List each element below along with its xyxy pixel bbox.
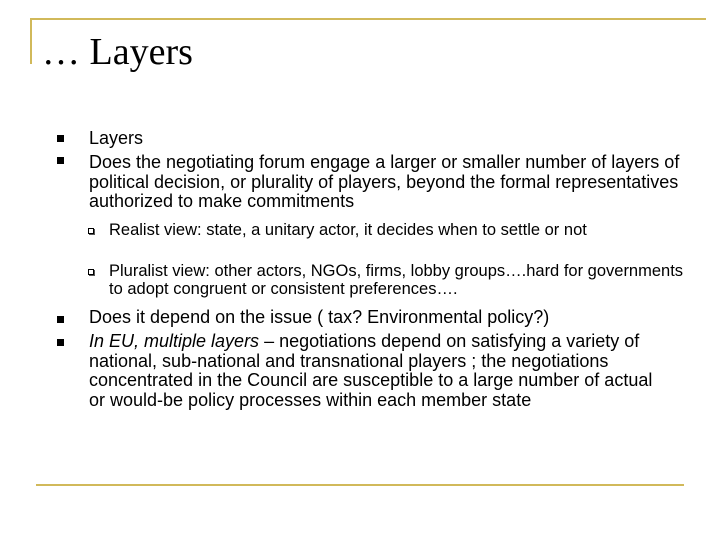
sub-bullet-item: Pluralist view: other actors, NGOs, firms, lobby groups….hard for governments to adopt congruent or consistent preferences…. bbox=[109, 262, 684, 298]
footer-rule bbox=[36, 484, 684, 486]
bullet-item: Does it depend on the issue ( tax? Environmental policy?) bbox=[89, 307, 550, 327]
filled-square-icon bbox=[57, 157, 64, 164]
title-rule-top bbox=[30, 18, 706, 20]
filled-square-icon bbox=[57, 316, 64, 323]
hollow-square-icon bbox=[88, 228, 94, 234]
bullet-item: Does the negotiating forum engage a larger or smaller number of layers of political decision, or plurality of players, beyond the formal representatives authorized to make commitments bbox=[89, 152, 680, 211]
filled-square-icon bbox=[57, 339, 64, 346]
bullet-item bbox=[89, 332, 661, 410]
title-rule-vertical bbox=[30, 18, 32, 64]
filled-square-icon bbox=[57, 135, 64, 142]
slide-title: … Layers bbox=[42, 31, 193, 73]
sub-bullet-item: Realist view: state, a unitary actor, it decides when to settle or not bbox=[109, 221, 587, 239]
hollow-square-icon bbox=[88, 269, 94, 275]
bullet-item: Layers bbox=[89, 128, 144, 148]
bullet-italic-lead: In EU, multiple layers bbox=[89, 331, 260, 351]
bullet-text: – negotiations depend on satisfying a variety of national, sub-national and transnational players ; the negotiations concentrated in the Council are susceptible to a large number of actual or would-be policy processes within each member state bbox=[89, 331, 653, 410]
